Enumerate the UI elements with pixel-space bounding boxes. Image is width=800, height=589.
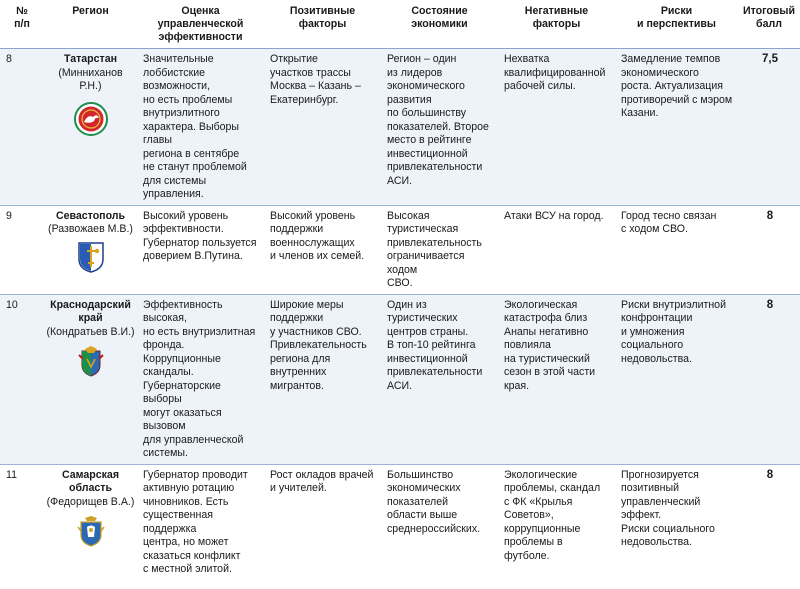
row-number: 9 [6, 209, 12, 222]
table-row [0, 464, 800, 589]
score-cell: 7,5 [738, 49, 800, 206]
table-row [0, 205, 800, 294]
negative-cell: Экологические проблемы, скандал с ФК «Крылья Советов», коррупционные проблемы в футболе. [504, 468, 601, 562]
col-header-region: Регион [44, 0, 137, 49]
col-header-number: № п/п [0, 0, 44, 49]
samara-emblem-icon [76, 515, 106, 547]
management-cell: Высокий уровень эффективности. Губернатор пользуется доверием В.Путина. [143, 209, 257, 262]
table-row [0, 294, 800, 464]
economy-cell: Большинство экономических показателей области выше среднероссийских. [387, 468, 481, 535]
governor-name: (Федорищев В.А.) [46, 495, 135, 508]
sevastopol-emblem-icon [76, 241, 106, 273]
region-cell [44, 49, 137, 206]
col-header-management: Оценка управленческой эффективности [137, 0, 264, 49]
region-name: Краснодарский край [50, 298, 131, 324]
region-name: Севастополь [55, 209, 126, 222]
economy-cell: Один из туристических центров страны. В топ-10 рейтинга инвестиционной привлекательности АСИ. [381, 294, 498, 464]
row-number: 11 [6, 468, 17, 481]
table-row [0, 49, 800, 206]
col-header-positive: Позитивные факторы [264, 0, 381, 49]
score-cell: 8 [738, 294, 800, 464]
positive-cell: Открытие участков трассы Москва – Казань – Екатеринбург. [264, 49, 381, 206]
region-cell [44, 464, 137, 589]
economy-cell: Регион – один из лидеров экономического развития по большинству показателей. Второе место в рейтинге инвестиционной привлекательности АСИ. [381, 49, 498, 206]
management-cell: Губернатор проводит активную ротацию чиновников. Есть существенная поддержка центра, но может сказаться конфликт с местной элитой. [143, 468, 248, 575]
risks-cell: Замедление темпов экономического роста. Актуализация противоречий с мэром Казани. [615, 49, 738, 206]
risks-cell: Риски внутриэлитной конфронтации и умножения социального недовольства. [615, 294, 738, 464]
col-header-negative: Негативные факторы [498, 0, 615, 49]
negative-cell: Нехватка квалифицированной рабочей силы. [498, 49, 615, 206]
row-number: 10 [0, 294, 44, 464]
col-header-score: Итоговый балл [738, 0, 800, 49]
col-header-risks: Риски и перспективы [615, 0, 738, 49]
risks-cell: Город тесно связан с ходом СВО. [621, 209, 717, 235]
governor-name: (Развожаев М.В.) [48, 223, 133, 235]
region-cell [44, 294, 137, 464]
region-cell [44, 205, 137, 294]
positive-cell: Рост окладов врачей и учителей. [270, 468, 374, 494]
management-cell: Эффективность высокая, но есть внутриэлитная фронда. Коррупционные скандалы. Губернаторские выборы могут оказаться вызовом для управленческой системы. [137, 294, 264, 464]
negative-cell: Экологическая катастрофа близ Анапы негативно повлияла на туристический сезон в этой части края. [498, 294, 615, 464]
management-cell: Значительные лоббистские возможности, но есть проблемы внутриэлитного характера. Выборы главы региона в сентябре не станут проблемой для системы управления. [137, 49, 264, 206]
row-number: 8 [0, 49, 44, 206]
positive-cell: Широкие меры поддержки у участников СВО. Привлекательность региона для внутренних мигрантов. [264, 294, 381, 464]
governor-name: (Кондратьев В.И.) [46, 325, 135, 338]
positive-cell: Высокий уровень поддержки военнослужащих и членов их семей. [270, 209, 365, 262]
governor-name: (Минниханов Р.Н.) [58, 66, 123, 92]
score-cell: 8 [766, 468, 774, 481]
negative-cell: Атаки ВСУ на город. [504, 209, 604, 222]
risks-cell: Прогнозируется позитивный управленческий эффект. Риски социального недовольства. [621, 468, 715, 548]
region-name: Самарская область [62, 468, 119, 494]
krasnodar-emblem-icon [77, 345, 105, 377]
tatarstan-emblem-icon [74, 102, 108, 136]
col-header-economy: Состояние экономики [381, 0, 498, 49]
region-name: Татарстан [63, 53, 118, 65]
score-cell: 8 [766, 209, 774, 222]
header-row [0, 0, 800, 49]
economy-cell: Высокая туристическая привлекательность ограничивается ходом СВО. [387, 209, 482, 289]
